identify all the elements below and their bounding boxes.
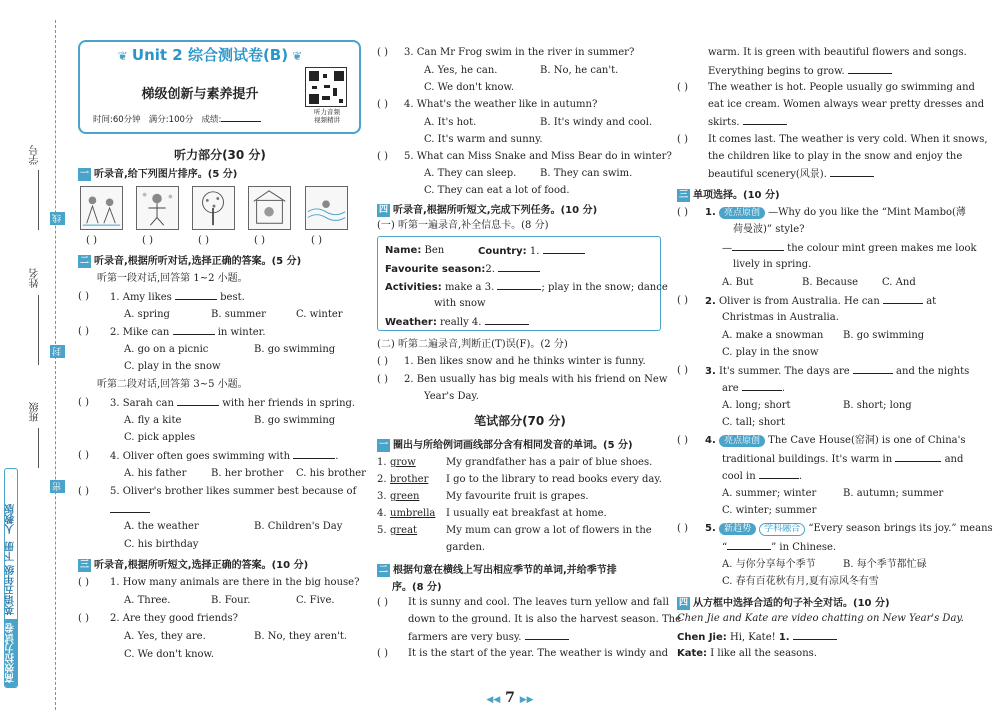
question-stem: 3. It's summer. The days are and the nights bbox=[705, 366, 970, 377]
question-stem: 5. Oliver's brother likes summer best because of bbox=[110, 486, 357, 497]
option: C. 春有百花秋有月,夏有凉风冬有雪 bbox=[722, 576, 879, 587]
answer-paren[interactable]: ( ) bbox=[377, 356, 388, 367]
qr-code-icon[interactable] bbox=[305, 67, 347, 107]
word-sentence[interactable]: I usually eat breakfast at home. bbox=[446, 508, 607, 519]
answer-blank[interactable] bbox=[110, 503, 150, 517]
season-text: down to the ground. It is also the harvest season. The bbox=[408, 614, 681, 625]
season-text: The weather is hot. People usually go swimming and bbox=[708, 82, 975, 93]
question-stem: 1. 亮点原创 —Why do you like the “Mint Mambo(薄 bbox=[705, 207, 966, 218]
answer-paren[interactable]: ( ) bbox=[377, 99, 388, 110]
question-stem: “ ” in Chinese. bbox=[722, 542, 837, 553]
answer-paren[interactable]: ( ) bbox=[254, 235, 265, 246]
question-stem: Christmas in Australia. bbox=[722, 312, 839, 323]
subject-tag: 学科融合 bbox=[759, 523, 805, 536]
season-text: It is the start of the year. The weather is windy and bbox=[408, 648, 669, 659]
question-stem: traditional buildings. It's warm in and bbox=[722, 454, 964, 465]
answer-paren[interactable]: ( ) bbox=[78, 613, 89, 624]
season-text: the children like to play in the snow and enjoy the bbox=[708, 151, 963, 162]
word-sentence-cont: garden. bbox=[446, 542, 486, 553]
option: B. go swimming bbox=[843, 330, 925, 341]
question-stem: 5. What can Miss Snake and Miss Bear do in winter? bbox=[404, 151, 672, 162]
option: A. go on a picnic bbox=[124, 344, 209, 355]
option: C. It's warm and sunny. bbox=[424, 134, 543, 145]
answer-paren[interactable]: ( ) bbox=[78, 397, 89, 408]
edition-name: 人教版 bbox=[5, 503, 17, 534]
word-sentence[interactable]: I go to the library to read books every day. bbox=[446, 474, 662, 485]
answer-paren[interactable]: ( ) bbox=[677, 295, 688, 306]
trend-tag: 新趋势 bbox=[719, 523, 756, 535]
answer-paren[interactable]: ( ) bbox=[377, 47, 388, 58]
option: B. 每个季节都忙碌 bbox=[843, 559, 927, 570]
right-arrow-icon: ▶▶ bbox=[519, 695, 534, 705]
option: B. No, he can't. bbox=[540, 65, 619, 76]
section-heading: 二 根据句意在横线上写出相应季节的单词,并给季节排 bbox=[378, 564, 617, 576]
writing-title: 笔试部分(70 分) bbox=[474, 414, 566, 428]
option: B. short; long bbox=[843, 400, 912, 411]
picture-5 bbox=[305, 186, 348, 230]
leaf-icon: ❦ bbox=[288, 49, 303, 63]
left-arrow-icon: ◀◀ bbox=[486, 695, 501, 705]
word-sentence[interactable]: My mum can grow a lot of flowers in the bbox=[446, 525, 652, 536]
dialogue-line: Kate: I like all the seasons. bbox=[677, 648, 817, 659]
row-number: 1. bbox=[377, 457, 387, 468]
answer-paren[interactable]: ( ) bbox=[142, 235, 153, 246]
option: A. make a snowman bbox=[722, 330, 824, 341]
highlight-tag: 亮点原创 bbox=[719, 435, 765, 447]
word-sentence[interactable]: My favourite fruit is grapes. bbox=[446, 491, 589, 502]
card-activities-cont: with snow bbox=[434, 298, 486, 309]
season-text: farmers are very busy. bbox=[408, 630, 569, 644]
question-stem: 4. Oliver often goes swimming with . bbox=[110, 451, 339, 462]
card-season: Favourite season:2. bbox=[385, 262, 540, 276]
section-heading: 三 听录音,根据所听短文,选择正确的答案。(10 分) bbox=[79, 559, 309, 571]
option: B. Four. bbox=[211, 595, 251, 606]
card-activities: Activities: make a 3. ; play in the snow; dance bbox=[385, 282, 668, 293]
example-word: green bbox=[390, 491, 420, 502]
option: C. his birthday bbox=[124, 539, 199, 550]
series-banner bbox=[4, 468, 18, 688]
section-heading: 三 单项选择。(10 分) bbox=[678, 189, 780, 201]
option: A. spring bbox=[124, 309, 170, 320]
option: A. Yes, they are. bbox=[124, 631, 206, 642]
unit-title: ❦ Unit 2 综合测试卷(B) ❦ bbox=[117, 46, 303, 64]
option: B. autumn; summer bbox=[843, 488, 944, 499]
instruction: 听第二段对话,回答第 3~5 小题。 bbox=[97, 379, 248, 390]
option: A. 与你分享每个季节 bbox=[722, 559, 816, 570]
answer-paren[interactable]: ( ) bbox=[677, 365, 688, 376]
row-number: 2. bbox=[377, 474, 387, 485]
question-stem: 3. Can Mr Frog swim in the river in summer? bbox=[404, 47, 635, 58]
question-stem: 4. 亮点原创 The Cave House(窑洞) is one of China's bbox=[705, 435, 966, 446]
name-line bbox=[38, 295, 39, 365]
question-stem: 1. Amy likes best. bbox=[110, 292, 245, 303]
option: C. play in the snow bbox=[722, 347, 819, 358]
option: A. summer; winter bbox=[722, 488, 817, 499]
section-heading: 一 圈出与所给例词画线部分含有相同发音的单词。(5 分) bbox=[378, 439, 633, 451]
section-heading: 一 听录音,给下列图片排序。(5 分) bbox=[79, 168, 238, 180]
question-stem: 2. Are they good friends? bbox=[110, 613, 238, 624]
class-line bbox=[38, 428, 39, 468]
sub-instruction: (一) 听第一遍录音,补全信息卡。(8 分) bbox=[377, 220, 549, 231]
option: C. And bbox=[882, 277, 916, 288]
question-stem: 荷曼波)” style? bbox=[733, 224, 805, 235]
row-number: 5. bbox=[377, 525, 387, 536]
picture-1 bbox=[80, 186, 123, 230]
tf-statement: 1. Ben likes snow and he thinks winter is funny. bbox=[404, 356, 646, 367]
answer-paren[interactable]: ( ) bbox=[677, 82, 688, 93]
answer-paren[interactable]: ( ) bbox=[377, 151, 388, 162]
highlight-tag: 亮点原创 bbox=[719, 207, 765, 219]
picture-2 bbox=[136, 186, 179, 230]
card-country: Country: 1. bbox=[478, 244, 585, 258]
example-word: brother bbox=[390, 474, 429, 485]
answer-paren[interactable]: ( ) bbox=[78, 326, 89, 337]
question-stem: — the colour mint green makes me look bbox=[722, 243, 977, 254]
question-stem: cool in . bbox=[722, 471, 803, 482]
question-stem: 1. How many animals are there in the big house? bbox=[110, 577, 360, 588]
picture-4 bbox=[248, 186, 291, 230]
student-no-label: 学号 bbox=[30, 145, 41, 165]
option: B. It's windy and cool. bbox=[540, 117, 653, 128]
option: C. winter bbox=[296, 309, 343, 320]
binding-dense-mark: 密 bbox=[50, 480, 65, 493]
answer-paren[interactable]: ( ) bbox=[677, 523, 688, 534]
season-text: It is sunny and cool. The leaves turn yellow and fall bbox=[408, 597, 669, 608]
dialogue-line: Chen Jie: Hi, Kate! 1. bbox=[677, 630, 837, 644]
question-stem: lively in spring. bbox=[733, 259, 812, 270]
option: C. play in the snow bbox=[124, 361, 221, 372]
listening-title: 听力部分(30 分) bbox=[174, 148, 266, 162]
answer-paren[interactable]: ( ) bbox=[377, 648, 388, 659]
option: A. the weather bbox=[124, 521, 199, 532]
subtitle: 梯级创新与素养提升 bbox=[141, 87, 259, 102]
option: B. Children's Day bbox=[254, 521, 343, 532]
book-name: 英语五年级 下册 bbox=[5, 541, 17, 615]
qr-caption: 听力音频 视频精讲 bbox=[314, 108, 340, 124]
option: B. go swimming bbox=[254, 344, 336, 355]
season-text: skirts. bbox=[708, 115, 787, 129]
option: B. go swimming bbox=[254, 415, 336, 426]
example-word: grow bbox=[390, 457, 416, 468]
answer-paren[interactable]: ( ) bbox=[78, 486, 89, 497]
student-no-line bbox=[38, 170, 39, 230]
sub-instruction: (二) 听第二遍录音,判断正(T)误(F)。(2 分) bbox=[377, 339, 568, 350]
option: A. Yes, he can. bbox=[424, 65, 498, 76]
option: A. his father bbox=[124, 468, 187, 479]
question-stem: 2. Oliver is from Australia. He can at bbox=[705, 296, 937, 307]
option: A. long; short bbox=[722, 400, 791, 411]
instruction: 听第一段对话,回答第 1~2 小题。 bbox=[97, 273, 248, 284]
option: B. her brother bbox=[211, 468, 284, 479]
answer-paren[interactable]: ( ) bbox=[677, 435, 688, 446]
option: A. They can sleep. bbox=[424, 168, 517, 179]
answer-paren[interactable]: ( ) bbox=[311, 235, 322, 246]
exam-meta: 时间:60分钟 满分:100分 成绩: bbox=[93, 112, 261, 125]
option: A. fly a kite bbox=[124, 415, 182, 426]
option: C. We don't know. bbox=[424, 82, 515, 93]
section-heading-cont: 序。(8 分) bbox=[392, 582, 442, 593]
answer-paren[interactable]: ( ) bbox=[677, 134, 688, 145]
option: B. Because bbox=[802, 277, 859, 288]
tf-statement: 2. Ben usually has big meals with his friend on New bbox=[404, 374, 668, 385]
binding-seal-mark: 封 bbox=[50, 345, 65, 358]
option: B. No, they aren't. bbox=[254, 631, 348, 642]
option: C. We don't know. bbox=[124, 649, 215, 660]
example-word: great bbox=[390, 525, 418, 536]
option: C. Five. bbox=[296, 595, 335, 606]
answer-paren[interactable]: ( ) bbox=[78, 577, 89, 588]
option: C. pick apples bbox=[124, 432, 196, 443]
option: A. Three. bbox=[124, 595, 171, 606]
question-stem: 4. What's the weather like in autumn? bbox=[404, 99, 598, 110]
question-stem: are . bbox=[722, 383, 786, 394]
season-text: Everything begins to grow. bbox=[708, 64, 892, 78]
answer-paren[interactable]: ( ) bbox=[377, 597, 388, 608]
answer-paren[interactable]: ( ) bbox=[677, 207, 688, 218]
word-sentence[interactable]: My grandfather has a pair of blue shoes. bbox=[446, 457, 653, 468]
card-weather: Weather: really 4. bbox=[385, 315, 529, 329]
row-number: 3. bbox=[377, 491, 387, 502]
option: A. It's hot. bbox=[424, 117, 477, 128]
leaf-icon: ❦ bbox=[117, 49, 132, 63]
answer-paren[interactable]: ( ) bbox=[86, 235, 97, 246]
option: A. But bbox=[722, 277, 754, 288]
season-text: beautiful scenery(风景). bbox=[708, 167, 874, 181]
card-name: Name: Ben bbox=[385, 245, 445, 256]
answer-paren[interactable]: ( ) bbox=[78, 291, 89, 302]
binding-line-mark: 线 bbox=[50, 212, 65, 225]
name-label: 姓名 bbox=[30, 268, 41, 288]
section-heading: 四 从方框中选择合适的句子补全对话。(10 分) bbox=[678, 597, 890, 609]
row-number: 4. bbox=[377, 508, 387, 519]
binding-dashed-line bbox=[55, 20, 56, 710]
answer-paren[interactable]: ( ) bbox=[78, 450, 89, 461]
season-text: It comes last. The weather is very cold. When it snows, bbox=[708, 134, 988, 145]
section-heading: 四 听录音,根据所听短文,完成下列任务。(10 分) bbox=[378, 204, 598, 216]
option: C. winter; summer bbox=[722, 505, 817, 516]
section-heading: 二 听录音,根据所听对话,选择正确的答案。(5 分) bbox=[79, 255, 302, 267]
tf-statement-cont: Year's Day. bbox=[424, 391, 479, 402]
season-text: eat ice cream. Women always wear pretty dresses and bbox=[708, 99, 985, 110]
question-stem: 5. 新趋势 学科融合 “Every season brings its joy.” means bbox=[705, 523, 993, 534]
option: B. summer bbox=[211, 309, 266, 320]
option: C. They can eat a lot of food. bbox=[424, 185, 570, 196]
answer-paren[interactable]: ( ) bbox=[198, 235, 209, 246]
series-name: 高效拉力试卷 bbox=[4, 619, 18, 687]
example-word: umbrella bbox=[390, 508, 436, 519]
season-text: warm. It is green with beautiful flowers and songs. bbox=[708, 47, 967, 58]
question-stem: 3. Sarah can with her friends in spring. bbox=[110, 398, 356, 409]
option: C. tall; short bbox=[722, 417, 785, 428]
question-stem: 2. Mike can in winter. bbox=[110, 327, 266, 338]
answer-paren[interactable]: ( ) bbox=[377, 374, 388, 385]
class-label: 班级 bbox=[30, 402, 41, 422]
dialogue-intro: Chen Jie and Kate are video chatting on New Year's Day. bbox=[677, 613, 964, 624]
binding-sidebar bbox=[0, 0, 74, 711]
option: C. his brother bbox=[296, 468, 366, 479]
option: B. They can swim. bbox=[540, 168, 633, 179]
page-number: ◀◀ 7 ▶▶ bbox=[486, 690, 534, 706]
picture-3 bbox=[192, 186, 235, 230]
